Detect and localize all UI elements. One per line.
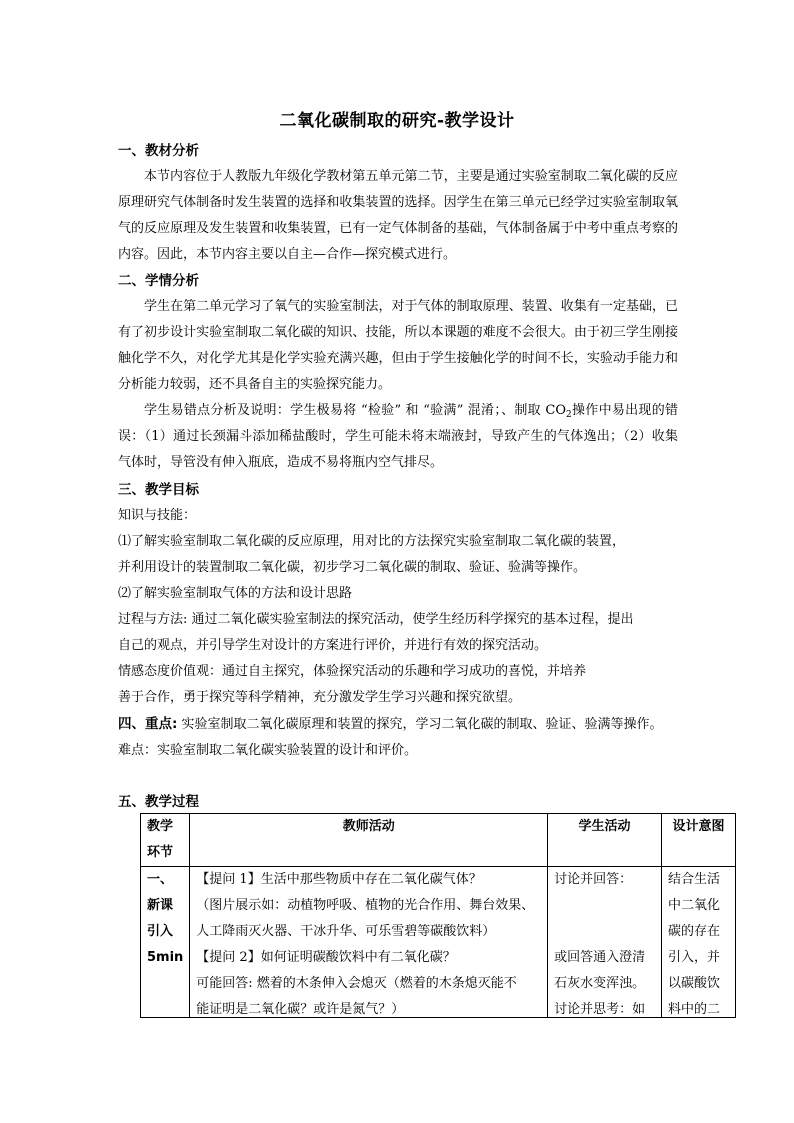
design-intent-content: 结合生活中二氧化碳的存在引入，并以碳酸饮料中的二 (667, 872, 720, 1017)
error-points-text-b: 操作中易出现的错误：（1）通过长颈漏斗添加稀盐酸时，学生可能未将末端液封，导致产生的气体逸出；（2）收集气体时，导管没有伸入瓶底，造成不易将瓶内空气排尽。 (118, 403, 678, 470)
teacher-line: （图片展示如：动植物呼吸、植物的光合作用、舞台效果、 (196, 898, 535, 913)
error-points-text-a: 学生易错点分析及说明：学生极易将 “检验” 和 “验满” 混淆；、制取 CO (144, 403, 566, 418)
design-intent-cell (661, 867, 735, 1018)
goal-line: ⑵了解实验室制取气体的方法和设计思路 (118, 586, 353, 601)
teacher-line: 能证明是二氧化碳？或许是氮气？） (196, 1002, 405, 1017)
section-textbook-analysis (118, 138, 678, 268)
teacher-activity-content (196, 867, 541, 1017)
section-key-points (118, 711, 678, 764)
student-activity-content: 讨论并回答： 或回答通入澄清石灰水变浑浊。 讨论并思考：如 (554, 872, 646, 1017)
goal-line: 并利用设计的装置制取二氧化碳，初步学习二氧化碳的制取、验证、验满等操作。 (118, 560, 587, 575)
teacher-line: 【提问 2】如何证明碳酸饮料中有二氧化碳？ (196, 950, 456, 965)
goal-line: 知识与技能： (118, 508, 197, 523)
goal-line: 自己的观点，并引导学生对设计的方案进行评价，并进行有效的探究活动。 (118, 638, 548, 653)
header-design-intent: 设计意图 (661, 814, 735, 867)
student-activity-cell (548, 867, 662, 1018)
stage-label: 一、新课引入5min (147, 872, 184, 965)
section-paragraph: 本节内容位于人教版九年级化学教材第五单元第二节，主要是通过实验室制取二氧化碳的反应原理研究气体制备时发生装置的选择和收集装置的选择。因学生在第三单元已经学过实验室制取氧气的反应原理及发生装置和收集装置，已有一定气体制备的基础，气体制备属于中考中重点考察的内容。因此，本节内容主要以自主—合作—探究模式进行。 (118, 169, 678, 262)
section-heading: 四、重点: (118, 716, 178, 732)
goal-line: ⑴了解实验室制取二氧化碳的反应原理，用对比的方法探究实验室制取二氧化碳的装置， (118, 534, 626, 549)
section-teaching-process (118, 789, 678, 815)
teacher-activity-cell (190, 867, 548, 1018)
stage-cell (141, 867, 190, 1018)
error-points-paragraph (118, 398, 678, 476)
section-heading: 一、教材分析 (118, 143, 199, 159)
teacher-line: 可能回答: 燃着的木条伸入会熄灭（燃着的木条熄灭能不 (196, 976, 517, 991)
section-teaching-goals (118, 477, 678, 711)
header-student-activity: 学生活动 (548, 814, 662, 867)
header-teacher-activity: 教师活动 (190, 814, 548, 867)
document-title: 二氧化碳制取的研究-教学设计 (279, 111, 515, 131)
goal-line: 过程与方法: 通过二氧化碳实验室制法的探究活动，使学生经历科学探究的基本过程，提出 (118, 612, 634, 627)
goal-line: 情感态度价值观：通过自主探究，体验探究活动的乐趣和学习成功的喜悦，并培养 (118, 664, 587, 679)
section-heading: 五、教学过程 (118, 794, 199, 810)
co2-subscript: 2 (565, 410, 572, 420)
header-stage: 教学环节 (141, 814, 190, 867)
key-point-text: 实验室制取二氧化碳原理和装置的探究，学习二氧化碳的制取、验证、验满等操作。 (181, 717, 663, 732)
section-heading: 二、学情分析 (118, 273, 199, 289)
section-student-analysis (118, 268, 678, 476)
table-header-row (141, 814, 736, 867)
section-paragraph: 学生在第二单元学习了氧气的实验室制法，对于气体的制取原理、装置、收集有一定基础，已有了初步设计实验室制取二氧化碳的知识、技能，所以本课题的难度不会很大。由于初三学生刚接触化学不久，对化学尤其是化学实验充满兴趣，但由于学生接触化学的时间不长，实验动手能力和分析能力较弱，还不具备自主的实验探究能力。 (118, 299, 678, 392)
key-point-paragraph (118, 711, 678, 738)
teaching-process-table (140, 813, 736, 1018)
table-row (141, 867, 736, 1018)
teacher-line: 【提问 1】生活中那些物质中存在二氧化碳气体？ (196, 872, 482, 887)
teacher-line: 人工降雨灭火器、干冰升华、可乐雪碧等碳酸饮料） (196, 924, 496, 939)
goal-line: 善于合作，勇于探究等科学精神，充分激发学生学习兴趣和探究欲望。 (118, 690, 522, 705)
difficulty-text: 难点：实验室制取二氧化碳实验装置的设计和评价。 (118, 743, 418, 758)
section-heading: 三、教学目标 (118, 482, 199, 498)
